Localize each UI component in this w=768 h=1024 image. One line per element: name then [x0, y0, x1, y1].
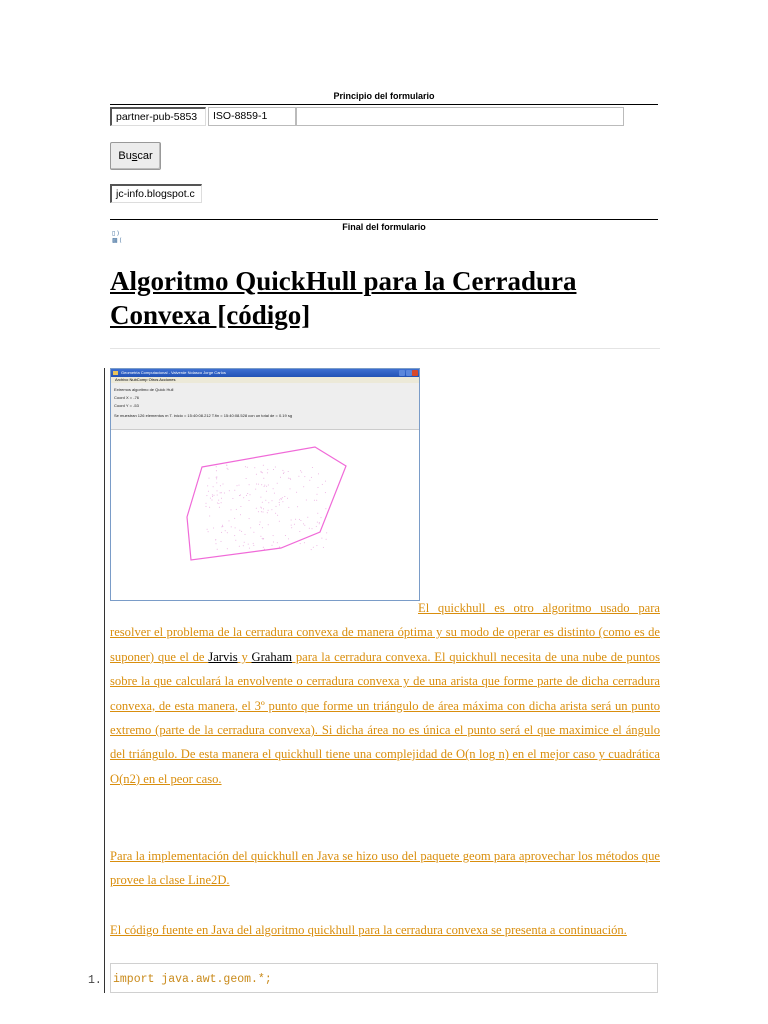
cloud-point [239, 530, 240, 531]
cloud-point [216, 482, 217, 483]
cloud-point [298, 476, 299, 477]
cloud-point [325, 492, 326, 493]
cloud-point [221, 541, 222, 542]
cloud-point [316, 545, 317, 546]
cloud-point [262, 538, 263, 539]
cloud-point [317, 513, 318, 514]
cloud-point [323, 547, 324, 548]
cloud-point [309, 528, 310, 529]
app-window-title: Geometria Computacional - Valverde Nolasco Jorge Carlos [121, 370, 226, 375]
cloud-point [258, 484, 259, 485]
cloud-point [262, 502, 263, 503]
cloud-point [249, 518, 250, 519]
cloud-point [264, 486, 265, 487]
cloud-point [280, 498, 281, 499]
cloud-point [264, 485, 265, 486]
cloud-point [216, 543, 217, 544]
cloud-point [227, 548, 228, 549]
cloud-point [255, 489, 256, 490]
cloud-point [239, 485, 240, 486]
cloud-point [260, 536, 261, 537]
cloud-point [291, 527, 292, 528]
point-cloud [206, 465, 329, 550]
cloud-point [247, 467, 248, 468]
cloud-point [282, 497, 283, 498]
cloud-point [207, 529, 208, 530]
cloud-point [301, 472, 302, 473]
cloud-point [279, 502, 280, 503]
cloud-point [263, 538, 264, 539]
cloud-point [239, 546, 240, 547]
cloud-point [256, 484, 257, 485]
cloud-point [274, 493, 275, 494]
cloud-point [229, 520, 230, 521]
cloud-point [319, 523, 320, 524]
cloud-point [279, 547, 280, 548]
paragraph-source-intro: El código fuente en Java del algoritmo quickhull para la cerradura convexa se presenta a continuación. [110, 923, 627, 937]
cloud-point [235, 527, 236, 528]
close-icon [412, 370, 418, 376]
cloud-point [221, 532, 222, 533]
cloud-point [268, 502, 269, 503]
cloud-point [312, 528, 313, 529]
cloud-point [253, 543, 254, 544]
cloud-point [236, 509, 237, 510]
cloud-point [288, 478, 289, 479]
cloud-point [222, 526, 223, 527]
page-title: Algoritmo QuickHull para la Cerradura Convexa [código] [110, 266, 577, 330]
cloud-point [291, 520, 292, 521]
app-menubar: Archivo NubComp Otros Acciones [111, 377, 419, 383]
cloud-point [221, 498, 222, 499]
cloud-point [216, 477, 217, 478]
cloud-point [208, 491, 209, 492]
cloud-point [213, 486, 214, 487]
cloud-point [304, 542, 305, 543]
cloud-point [268, 524, 269, 525]
cloud-point [206, 503, 207, 504]
cloud-point [306, 500, 307, 501]
cloud-point [214, 495, 215, 496]
cloud-point [235, 540, 236, 541]
cloud-point [313, 547, 314, 548]
cloud-point [223, 484, 224, 485]
title-divider [110, 348, 660, 349]
cloud-point [291, 525, 292, 526]
cloud-point [221, 526, 222, 527]
cloud-point [296, 492, 297, 493]
cloud-point [243, 545, 244, 546]
cloud-point [213, 528, 214, 529]
cloud-point [275, 467, 276, 468]
cloud-point [303, 523, 304, 524]
cloud-point [260, 507, 261, 508]
cloud-point [316, 526, 317, 527]
cloud-point [212, 496, 213, 497]
cloud-point [263, 512, 264, 513]
cloud-point [206, 506, 207, 507]
cloud-point [209, 516, 210, 517]
cloud-point [244, 542, 245, 543]
search-input[interactable] [296, 107, 624, 126]
cloud-point [225, 530, 226, 531]
cloud-point [280, 477, 281, 478]
cloud-point [268, 485, 269, 486]
cloud-point [219, 507, 220, 508]
cloud-point [218, 503, 219, 504]
hull-canvas [111, 430, 419, 600]
cloud-point [263, 547, 264, 548]
cloud-point [317, 522, 318, 523]
cloud-point [227, 468, 228, 469]
cloud-point [250, 494, 251, 495]
cloud-point [284, 472, 285, 473]
cloud-point [217, 503, 218, 504]
cloud-point [300, 470, 301, 471]
cloud-point [254, 467, 255, 468]
cloud-point [224, 493, 225, 494]
cloud-point [287, 498, 288, 499]
cloud-point [311, 549, 312, 550]
cloud-point [309, 480, 310, 481]
graham-link[interactable]: Graham [251, 649, 293, 664]
client-id-field[interactable]: partner-pub-5853 [110, 107, 206, 126]
app-titlebar [111, 369, 419, 377]
cloud-point [261, 508, 262, 509]
cloud-point [217, 549, 218, 550]
cloud-point [266, 491, 267, 492]
cloud-point [231, 509, 232, 510]
cloud-point [304, 476, 305, 477]
info-line-1: Extremos algoritmo de Quick Hull [114, 387, 174, 392]
cloud-point [263, 465, 264, 466]
cloud-point [288, 471, 289, 472]
cloud-point [294, 524, 295, 525]
cloud-point [285, 535, 286, 536]
cloud-point [273, 542, 274, 543]
cloud-point [250, 527, 251, 528]
cloud-point [311, 477, 312, 478]
info-line-3: Coord Y = -53 [114, 403, 139, 408]
cloud-point [264, 549, 265, 550]
cloud-point [266, 486, 267, 487]
cloud-point [245, 466, 246, 467]
cloud-point [240, 495, 241, 496]
cloud-point [217, 490, 218, 491]
paragraph-implementation: Para la implementación del quickhull en Java se hizo uso del paquete geom para aprovechar los métodos que provee la clase Line2D. [110, 849, 660, 888]
cloud-point [317, 494, 318, 495]
cloud-point [217, 495, 218, 496]
cloud-point [228, 469, 229, 470]
cloud-point [220, 492, 221, 493]
cloud-point [297, 506, 298, 507]
form-bottom-rule [110, 219, 658, 220]
cloud-point [295, 519, 296, 520]
cloud-point [210, 498, 211, 499]
quickhull-app-screenshot[interactable] [110, 368, 420, 601]
content-left-border [104, 368, 105, 993]
cloud-point [325, 508, 326, 509]
cloud-point [263, 508, 264, 509]
form-top-rule [110, 104, 658, 105]
cloud-point [241, 531, 242, 532]
cloud-point [299, 531, 300, 532]
convex-hull-polygon [187, 447, 346, 560]
info-line-4: Se muestran 126 elementos m T. inicio = 15:40:08.212 T.fin = 15:40:08.528 con un total de = 0.19 sg [114, 413, 293, 418]
cloud-point [290, 478, 291, 479]
minimize-icon [399, 370, 405, 376]
code-line-number: 1. [88, 974, 102, 987]
cloud-point [277, 515, 278, 516]
cloud-point [240, 514, 241, 515]
cloud-point [326, 539, 327, 540]
cloud-point [246, 495, 247, 496]
code-block [110, 963, 658, 993]
cloud-point [262, 472, 263, 473]
cloud-point [221, 492, 222, 493]
cloud-point [318, 473, 319, 474]
cloud-point [304, 525, 305, 526]
cloud-point [300, 543, 301, 544]
cloud-point [208, 531, 209, 532]
cloud-point [229, 490, 230, 491]
cloud-point [319, 522, 320, 523]
cloud-point [227, 532, 228, 533]
cloud-point [290, 488, 291, 489]
cloud-point [316, 500, 317, 501]
cloud-point [259, 524, 260, 525]
cloud-point [271, 509, 272, 510]
cloud-point [303, 486, 304, 487]
cloud-point [256, 508, 257, 509]
cloud-point [247, 493, 248, 494]
cloud-point [321, 517, 322, 518]
cloud-point [260, 522, 261, 523]
cloud-point [216, 478, 217, 479]
cloud-point [276, 506, 277, 507]
app-window-icon [113, 371, 118, 375]
cloud-point [253, 545, 254, 546]
cloud-point [207, 485, 208, 486]
cloud-point [220, 485, 221, 486]
form-start-caption: Principio del formulario [333, 91, 435, 101]
cloud-point [234, 535, 235, 536]
encoding-field[interactable]: ISO-8859-1 [208, 107, 296, 126]
cloud-point [261, 472, 262, 473]
paragraph-intro: El quickhull es otro algoritmo usado para resolver el problema de la cerradura convexa de manera óptima y su modo de operar es distinto (como es de suponer) que el de Jarvis y Graham para la cerradura convexa. El quickhull necesita de una nube de puntos sobre la que calculará la envolvente o cerradura convexa y de una arista que forme parte de dicha cerradura convexa, de esta manera, el 3º punto que forme un triángulo de área máxima con dicha arista será un punto extremo (parte de la cerradura convexa). Si dicha área no es única el punto será el que maximice el ángulo del triángulo. De esta manera el quickhull tiene una complejidad de O(n log n) en el mejor caso y cuadrática O(n2) en el peor caso. [110, 601, 660, 786]
cloud-point [209, 478, 210, 479]
cloud-point [277, 542, 278, 543]
cloud-point [325, 481, 326, 482]
cloud-point [267, 469, 268, 470]
cloud-point [221, 502, 222, 503]
cloud-point [288, 507, 289, 508]
cloud-point [218, 500, 219, 501]
cloud-point [268, 510, 269, 511]
cloud-point [256, 474, 257, 475]
cloud-point [322, 484, 323, 485]
cloud-point [284, 496, 285, 497]
cloud-point [299, 519, 300, 520]
cloud-point [248, 544, 249, 545]
jarvis-link[interactable]: Jarvis [208, 649, 238, 664]
cloud-point [282, 501, 283, 502]
cloud-point [261, 484, 262, 485]
cloud-point [279, 499, 280, 500]
cloud-point [215, 539, 216, 540]
cloud-point [260, 497, 261, 498]
cloud-point [318, 487, 319, 488]
app-info-panel [111, 383, 419, 430]
search-button[interactable]: Buscar [110, 142, 161, 170]
cloud-point [239, 495, 240, 496]
cloud-point [249, 548, 250, 549]
cloud-point [206, 495, 207, 496]
cloud-point [283, 473, 284, 474]
cloud-point [300, 520, 301, 521]
cloud-point [279, 504, 280, 505]
info-line-2: Coord X = -76 [114, 395, 140, 400]
cloud-point [240, 506, 241, 507]
cloud-point [273, 535, 274, 536]
cloud-point [249, 484, 250, 485]
cloud-point [272, 500, 273, 501]
cloud-point [290, 479, 291, 480]
cloud-point [231, 526, 232, 527]
cloud-point [267, 512, 268, 513]
domain-field[interactable]: jc-info.blogspot.c [110, 184, 202, 203]
cloud-point [282, 470, 283, 471]
form-end-caption: Final del formulario [342, 222, 426, 232]
cloud-point [212, 500, 213, 501]
cloud-point [258, 511, 259, 512]
cloud-point [273, 488, 274, 489]
cloud-point [234, 518, 235, 519]
cloud-point [312, 467, 313, 468]
cloud-point [234, 490, 235, 491]
cloud-point [243, 497, 244, 498]
cloud-point [314, 500, 315, 501]
cloud-point [288, 538, 289, 539]
code-line: import java.awt.geom.*; [113, 973, 272, 986]
cloud-point [237, 485, 238, 486]
cloud-point [216, 466, 217, 467]
cloud-point [245, 534, 246, 535]
cloud-point [249, 500, 250, 501]
cloud-point [226, 465, 227, 466]
cloud-point [261, 471, 262, 472]
cloud-point [212, 494, 213, 495]
cloud-point [246, 478, 247, 479]
cloud-point [272, 545, 273, 546]
cloud-point [262, 527, 263, 528]
cloud-point [267, 472, 268, 473]
cloud-point [277, 483, 278, 484]
cloud-point [326, 532, 327, 533]
cloud-point [263, 478, 264, 479]
cloud-point [253, 532, 254, 533]
cloud-point [209, 507, 210, 508]
cloud-point [261, 511, 262, 512]
cloud-point [273, 469, 274, 470]
cloud-point [279, 521, 280, 522]
cloud-point [321, 538, 322, 539]
cloud-point [216, 470, 217, 471]
cloud-point [222, 525, 223, 526]
cloud-point [275, 513, 276, 514]
broken-image-icon: ▯ ⟩ ▩ ⟨ [112, 231, 122, 244]
cloud-point [265, 500, 266, 501]
cloud-point [232, 498, 233, 499]
cloud-point [307, 517, 308, 518]
